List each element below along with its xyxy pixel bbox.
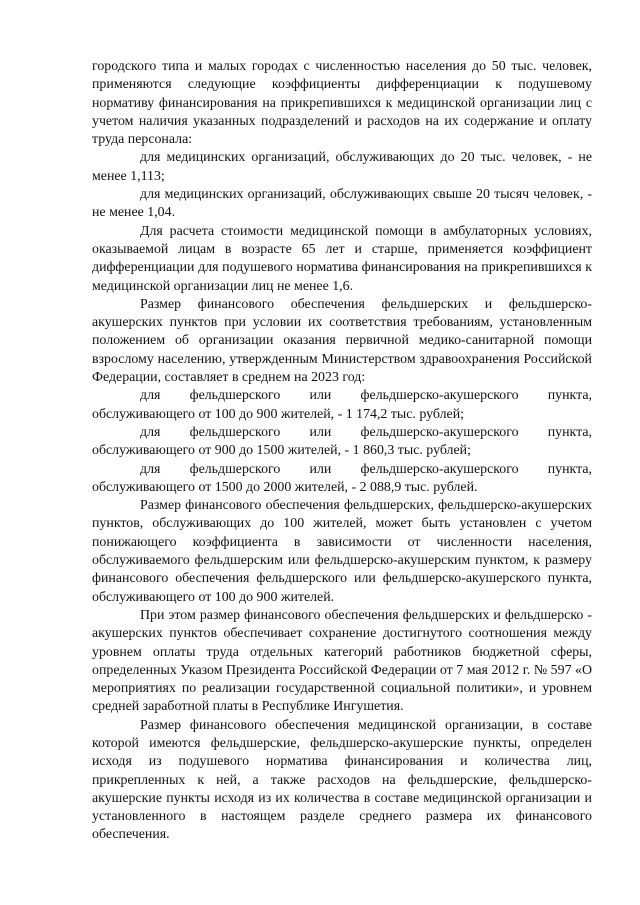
paragraph-organization-funding: Размер финансового обеспечения медицинской организации, в составе которой имеются фельдшерские, фельдшерско-акушерские пункты, определен исходя из подушевого норматива финансирования и количества лиц, прикрепленных к ней, а также расходов на фельдшерские, фельдшерско-акушерские пункты исходя из их количества в составе медицинской организации и установленного в настоящем разделе среднего размера их финансового обеспечения. bbox=[92, 717, 592, 843]
paragraph-continuation: городского типа и малых городах с численностью населения до 50 тыс. человек, применяются следующие коэффициенты дифференциации к подушевому нормативу финансирования на прикрепившихся к медицинской организации лиц с учетом наличия указанных подразделений и расходов на их содержание и оплату труда персонала: bbox=[92, 59, 592, 148]
paragraph-salary-ratio: При этом размер финансового обеспечения фельдшерских и фельдшерско - акушерских пунктов обеспечивает сохранение достигнутого соотношения между уровнем оплаты труда отдельных категорий работников бюджетной сферы, определенных Указом Президента Российской Федерации от 7 мая 2012 г. № 597 «О мероприятиях по реализации государственной социальной политики», и уровнем средней заработной платы в Республике Ингушетия. bbox=[92, 607, 592, 715]
paragraph-fap-900-1500: для фельдшерского или фельдшерско-акушерского пункта, обслуживающего от 900 до 1500 жителей, - 1 860,3 тыс. рублей; bbox=[92, 424, 592, 459]
paragraph-fap-1500-2000: для фельдшерского или фельдшерско-акушерского пункта, обслуживающего от 1500 до 2000 жителей, - 2 088,9 тыс. рублей. bbox=[92, 461, 592, 495]
paragraph-fap-funding-intro: Размер финансового обеспечения фельдшерских и фельдшерско-акушерских пунктов при условии их соответствия требованиям, установленным положением об организации оказания первичной медико-санитарной помощи взрослому населению, утвержденным Министерством здравоохранения Российской Федерации, составляет в среднем на 2023 год: bbox=[92, 296, 592, 386]
paragraph-fap-under-100: Размер финансового обеспечения фельдшерских, фельдшерско-акушерских пунктов, обслуживающих до 100 жителей, может быть установлен с учетом понижающего коэффициента в зависимости от численности населения, обслуживаемого фельдшерским или фельдшерско-акушерским пунктом, к размеру финансового обеспечения фельдшерского или фельдшерско-акушерского пункта, обслуживающего от 100 до 900 жителей. bbox=[92, 498, 592, 605]
paragraph-coefficient-up-to-20k: для медицинских организаций, обслуживающих до 20 тыс. человек, - не менее 1,113; bbox=[92, 150, 592, 184]
paragraph-age-65-coefficient: Для расчета стоимости медицинской помощи в амбулаторных условиях, оказываемой лицам в возрасте 65 лет и старше, применяется коэффициент дифференциации для подушевого норматива финансирования на прикрепившихся к медицинской организации лиц не менее 1,6. bbox=[92, 223, 592, 294]
paragraph-fap-100-900: для фельдшерского или фельдшерско-акушерского пункта, обслуживающего от 100 до 900 жителей, - 1 174,2 тыс. рублей; bbox=[92, 388, 592, 422]
paragraph-coefficient-over-20k: для медицинских организаций, обслуживающих свыше 20 тысяч человек, - не менее 1,04. bbox=[92, 187, 592, 221]
